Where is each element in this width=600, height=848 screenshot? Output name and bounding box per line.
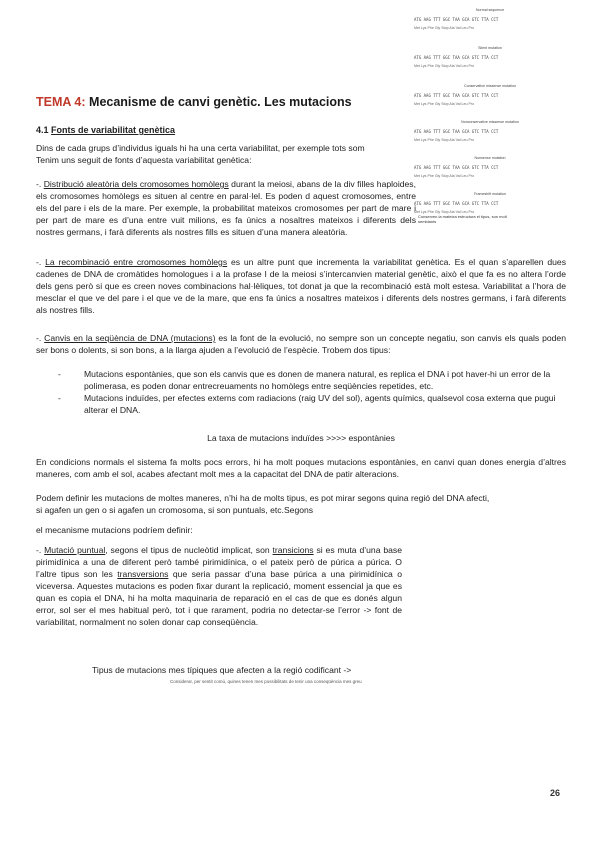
typical-mutations-caption: Tipus de mutacions mes típiques que afecten a la regió codificant -> [92,665,352,675]
section-heading [36,124,175,136]
dna-sequence: ATG AAG TTT GGC TAA GCA GTC TTA CCT [414,201,499,206]
paragraph-define-mutations [36,492,566,516]
section-title: Fonts de variabilitat genètica [51,125,176,135]
diagram-overlay-note: Conserven la mateixa estructura el tipus, son molt semblants [418,214,507,224]
dash-marker: -. [36,333,45,343]
define-line-1: Podem definir les mutacions de moltes maneres, n’hi ha de molts tipus, es pot mirar segons quina regió del DNA afecti, [36,493,490,503]
section-number: 4.1 [36,125,49,135]
term-transversions: transversions [117,569,169,579]
paragraph-recombination [36,256,566,316]
list-item [58,368,566,392]
term-mutations: Canvis en la seqüència de DNA (mutacions) [44,333,216,343]
term-random-distribution: Distribució aleatòria dels cromosomes homòlegs [43,179,229,189]
paragraph-point-mutation [36,544,402,628]
paragraph-text: durant la meiosi, abans de la div filles haploides, els cromosomes homòlegs es situen al centre en paral·lel. Es poden d aquest cromosomes, entre els del pare i els de la mare. Per exemple, la probabilitat mateixos cromosomes per part de mare i per part de mare es d’una entre vuit milions, es fa únics a nosaltres mateixos i diferents dels nostres germans, i farà diferents als nostres fills es situen d’una manera aleatòria. [36,179,416,237]
footnote: Considerar, per sentit comú, quines tenen mes possibilitats de tenir una conseqüència mes greu [170,679,362,684]
bullet-dash: - [58,369,61,379]
list-item-text: Mutacions espontànies, que son els canvis que es donen de manera natural, es replica el DNA i pot haver-hi un error de la polimerasa, es poden donar entrecreuaments no homòlegs entre seqüències repetides, etc. [84,369,551,391]
term-recombination: La recombinació entre cromosomes homòlegs [45,257,228,267]
amino-acid-sequence: Met Lys Phe Gly Stop Ala Val Leu Pro [414,138,475,142]
title-number: TEMA 4: [36,95,86,109]
term-transitions: transicions [272,545,314,555]
define-line-2: si agafen un gen o si agafen un cromosoma, si son puntuals, etc.Segons [36,505,314,515]
list-item [58,392,566,416]
intro-line-2: Tenim uns seguit de fonts d’aquesta variabilitat genètica: [36,155,252,165]
dna-sequence: ATG AAG TTT GGC TAA GCA GTC TTA CCT [414,165,499,170]
mutation-rate-statement: La taxa de mutacions induïdes >>>> espontànies [207,433,395,443]
amino-acid-sequence: Met Lys Phe Gly Stop Ala Val Leu Pro [414,210,475,214]
mutation-types-list [58,368,566,416]
amino-acid-sequence: Met Lys Phe Gly Stop Ala Val Leu Pro [414,102,475,106]
paragraph-text: que seria passar d’una base púrica a una pirimidínica o viceversa. Aquestes mutacions es poden fixar durant la replicació, moment essencial ja que es quan es copia el DNA, hi ha molta maquinaria de reparació en el cas de que es donés algun error, sol ser el mes habitual però, tot i que rarament, podria no detectar-se l’error -> font de variabilitat, normalment no solen donar cap conseqüència. [36,569,402,627]
amino-acid-sequence: Met Lys Phe Gly Stop Ala Val Leu Pro [414,26,475,30]
page-number: 26 [549,788,560,798]
dash-marker: -. [36,545,45,555]
paragraph-text: , segons el tipus de nucleòtid implicat, son [105,545,273,555]
paragraph-mechanism: el mecanisme mutacions podríem definir: [36,525,193,535]
dna-sequence: ATG AAG TTT GGC TAA GCA GTC TTA CCT [414,129,499,134]
paragraph-text: si es muta d’una base pirimidínica a una de diferent però també pirimidínica, o el pateix però de púrica a púrica. O l’altre tipus son les [36,545,402,579]
term-point-mutation: Mutació puntual [44,545,106,555]
amino-acid-sequence: Met Lys Phe Gly Stop Ala Val Leu Pro [414,174,475,178]
page-title [36,96,352,108]
dna-sequence: ATG AAG TTT GGC TAA GCA GTC TTA CCT [414,55,499,60]
paragraph-mutations [36,332,566,356]
intro-line-1: Dins de cada grups d’individus iguals hi ha una certa variabilitat, per exemple tots som [36,143,365,153]
amino-acid-sequence: Met Lys Phe Gly Stop Ala Val Leu Pro [414,64,475,68]
diagram-label-frameshift: Frameshift mutation [474,192,506,196]
dna-sequence: ATG AAG TTT GGC TAA GCA GTC TTA CCT [414,93,499,98]
paragraph-normal-conditions: En condicions normals el sistema fa molts pocs errors, hi ha molt poques mutacions espontànies, en canvi quan dones energia d’altres maneres, com amb el sol, acabes afectant molt mes a la capacitat del DNA de patir alteracions. [36,457,566,479]
title-text: Mecanisme de canvi genètic. Les mutacions [89,95,352,109]
diagram-label-nonconservative: Nonconservative missense mutation [461,120,519,124]
list-item-text: Mutacions induïdes, per efectes externs com radiacions (raig UV del sol), agents químics, qualsevol cosa externa que pugui alterar el DNA. [84,393,556,415]
dna-sequence: ATG AAG TTT GGC TAA GCA GTC TTA CCT [414,17,499,22]
dash-marker: -. [36,257,46,267]
mutation-types-diagram [408,2,572,227]
diagram-label-silent: Silent mutation [478,46,502,50]
paragraph-text: es un altre punt que incrementa la variabilitat genètica. Es el quan s’aparellen dues cadenes de DNA de cromàtides homologues i a la profase I de la meiosi s’intercanvien material genètic, això el que fa es no altera l’orde dels gens però si que es creen noves combinacions hal·lèliques, tot donat ja que la recombinació està molt estesa. Variabilitat a l’hora de mesclar el que ve del pare i el que ve de la mare, que ens fa únics a nosaltres mateixos i diferents dels nostres germans, i farà diferents als nostres fills. [36,257,567,315]
diagram-label-conservative: Conservative missense mutation [464,84,516,88]
dash-marker: -. [36,179,44,189]
bullet-dash: - [58,393,61,403]
diagram-label-nonsense: Nonsense mutation [474,156,506,160]
diagram-label-normal: Normal sequence [475,8,505,12]
paragraph-text: es la font de la evolució, no sempre son un concepte negatiu, son canvis els quals poden ser bons o dolents, si son bons, a la llarga ajuden a l’evolució de l’espècie. Trobem dos tipus: [36,333,566,355]
paragraph-random-distribution [36,178,416,238]
